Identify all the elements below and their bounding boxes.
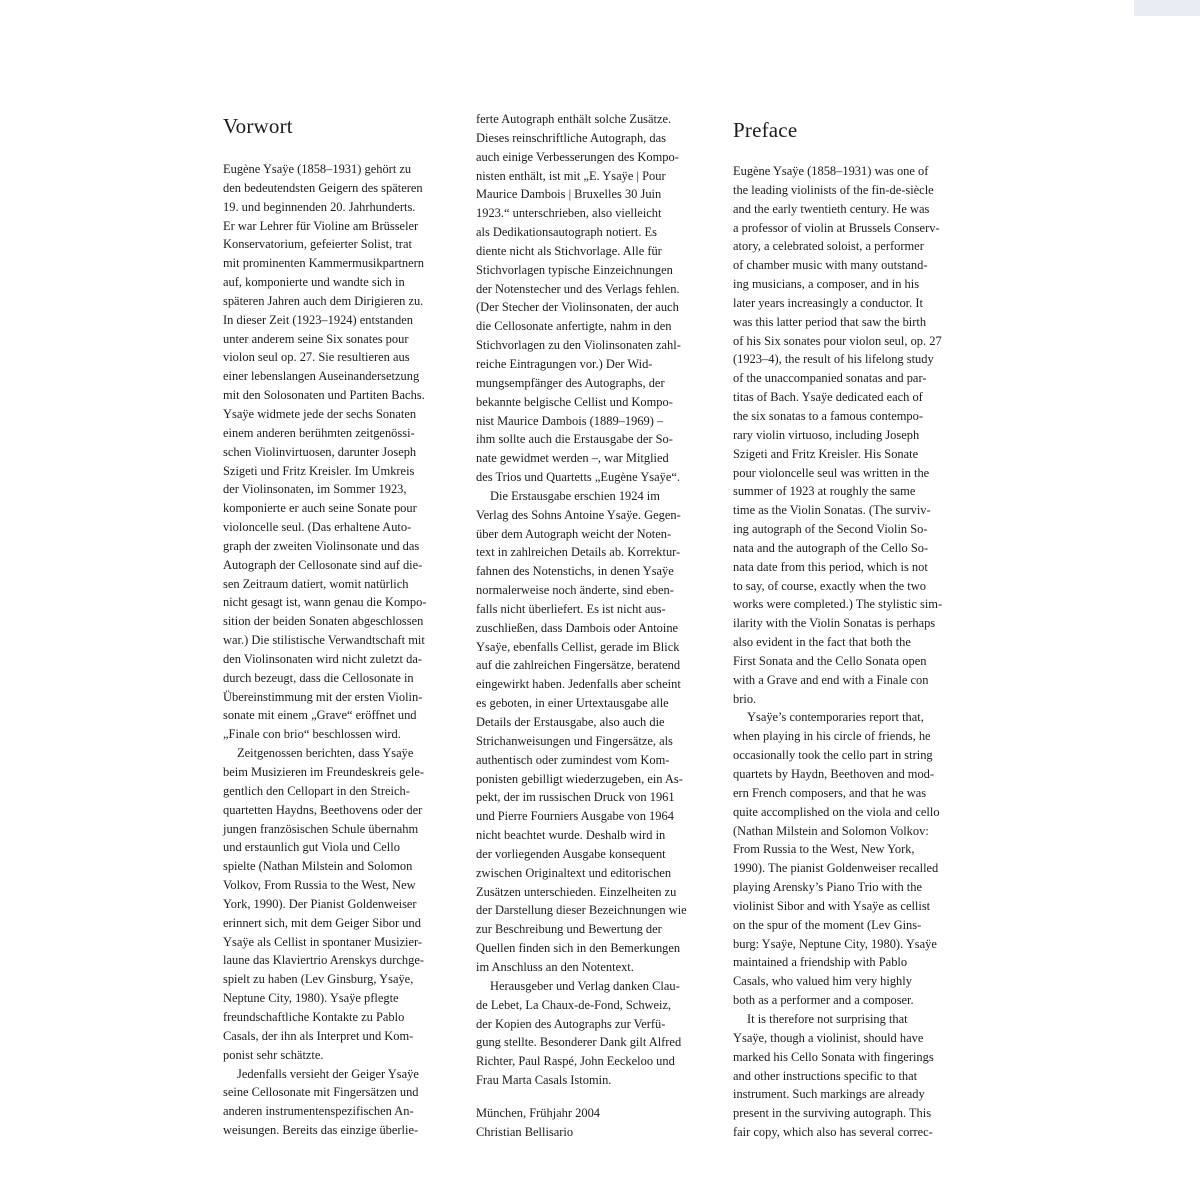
text-line: fahnen des Notenstichs, in denen Ysaÿe	[476, 564, 674, 579]
text-line: sition der beiden Sonaten abgeschlossen	[223, 614, 424, 629]
text-line: im Anschluss an den Notentext.	[476, 959, 634, 974]
text-line: nist Maurice Dambois (1889–1969) –	[476, 413, 664, 428]
text-line: nate gewidmet werden –, war Mitglied	[476, 451, 669, 466]
text-line: burg: Ysaÿe, Neptune City, 1980). Ysaÿe	[733, 936, 937, 951]
text-line: ponist sehr schätzte.	[223, 1047, 324, 1062]
text-line: der Darstellung dieser Bezeichnungen wie	[476, 903, 687, 918]
text-line: quartetten Haydns, Beethovens oder der	[223, 802, 423, 817]
text-line: of chamber music with many outstand-	[733, 258, 928, 273]
text-line: Er war Lehrer für Violine am Brüsseler	[223, 218, 419, 233]
text-line: It is therefore not surprising that	[747, 1011, 908, 1026]
text-line: text in zahlreichen Details ab. Korrektur-	[476, 545, 681, 560]
text-line: unter anderem seine Six sonates pour	[223, 331, 409, 346]
preface-heading: Preface	[733, 118, 798, 142]
text-line: playing Arensky’s Piano Trio with the	[733, 880, 922, 895]
text-line: authentisch oder zumindest vom Kom-	[476, 752, 670, 767]
text-line: Verlag des Sohns Antoine Ysaÿe. Gegen-	[476, 507, 681, 522]
text-line: ing musicians, a composer, and in his	[733, 277, 920, 292]
text-line: Stichvorlagen zu den Violinsonaten zahl-	[476, 338, 681, 353]
preface-text	[733, 162, 979, 1142]
text-line: Casals, der ihn als Interpret und Kom-	[223, 1028, 414, 1043]
text-line: (Der Stecher der Violinsonaten, der auch	[476, 300, 679, 315]
text-line: of the unaccompanied sonatas and par-	[733, 371, 927, 386]
text-line: From Russia to the West, New York,	[733, 842, 915, 857]
text-line: ilarity with the Violin Sonatas is perhaps	[733, 616, 936, 631]
text-line: spielte (Nathan Milstein and Solomon	[223, 859, 413, 874]
text-line: zur Beschreibung und Bewertung der	[476, 922, 662, 937]
text-line: Eugène Ysaÿe (1858–1931) gehört zu	[223, 162, 412, 176]
text-line: nata and the autograph of the Cello So-	[733, 540, 929, 555]
text-line: Casals, who valued him very highly	[733, 974, 912, 989]
text-line: über dem Autograph weicht der Noten-	[476, 526, 672, 541]
text-line: erinnert sich, mit dem Geiger Sibor und	[223, 915, 421, 930]
text-line: durch bezeugt, dass die Cellosonate in	[223, 670, 414, 685]
text-line: York, 1990). Der Pianist Goldenweiser	[223, 896, 417, 911]
text-line: summer of 1923 at roughly the same	[733, 484, 916, 499]
text-line: graph der zweiten Violinsonate und das	[223, 538, 420, 553]
text-line: marked his Cello Sonata with fingerings	[733, 1049, 934, 1064]
text-line: violon seul op. 27. Sie resultieren aus	[223, 350, 410, 365]
text-line: was this latter period that saw the birth	[733, 314, 927, 329]
signature-author: Christian Bellisario	[476, 1124, 574, 1139]
text-line: sonate mit einem „Grave“ eröffnet und	[223, 708, 417, 723]
text-line: einer lebenslangen Auseinandersetzung	[223, 369, 420, 384]
text-line: nata date from this period, which is not	[733, 559, 928, 574]
text-line: fair copy, which also has several correc-	[733, 1125, 933, 1140]
text-line: titas of Bach. Ysaÿe dedicated each of	[733, 390, 923, 405]
text-line: auch einige Verbesserungen des Kompo-	[476, 149, 679, 164]
text-line: und erstaunlich gut Viola und Cello	[223, 840, 400, 855]
text-line: Maurice Dambois | Bruxelles 30 Juin	[476, 187, 662, 202]
text-line: rary violin virtuoso, including Joseph	[733, 427, 920, 442]
text-line: Details der Erstausgabe, also auch die	[476, 715, 665, 729]
text-line: schen Violinvirtuosen, darunter Joseph	[223, 444, 417, 459]
text-line: nicht gesagt ist, wann genau die Kompo-	[223, 595, 427, 610]
text-line: First Sonata and the Cello Sonata open	[733, 653, 927, 668]
text-line: 1923.“ unterschrieben, also vielleicht	[476, 206, 662, 221]
text-line: ing autograph of the Second Violin So-	[733, 522, 928, 537]
text-line: mit den Solosonaten und Partiten Bachs.	[223, 388, 425, 403]
text-line: Strichanweisungen und Fingersätze, als	[476, 733, 673, 748]
text-line: Neptune City, 1980). Ysaÿe pflegte	[223, 991, 399, 1006]
text-line: komponierte er auch seine Sonate pour	[223, 501, 417, 516]
text-line: auf die zahlreichen Fingersätze, beratend	[476, 658, 681, 673]
text-line: violinist Sibor and with Ysaÿe as cellist	[733, 898, 931, 913]
text-line: Dieses reinschriftliche Autograph, das	[476, 130, 666, 145]
text-line: der vorliegenden Ausgabe konsequent	[476, 846, 666, 861]
vorwort-heading: Vorwort	[223, 114, 293, 138]
text-line: Volkov, From Russia to the West, New	[223, 878, 416, 893]
text-line: maintained a friendship with Pablo	[733, 955, 908, 970]
text-line: es geboten, in einer Urtextausgabe alle	[476, 696, 669, 711]
text-line: quite accomplished on the viola and cello	[733, 804, 940, 819]
text-line: brio.	[733, 691, 757, 706]
vorwort-continued-text	[476, 110, 722, 1142]
text-line: 19. und beginnenden 20. Jahrhunderts.	[223, 199, 416, 214]
text-line: anderen instrumentenspezifischen An-	[223, 1104, 414, 1119]
text-line: späteren Jahren auch dem Dirigieren zu.	[223, 293, 424, 308]
text-line: Frau Marta Casals Istomin.	[476, 1073, 612, 1088]
text-line: Zusätzen unterschieden. Einzelheiten zu	[476, 884, 677, 899]
text-line: zuschließen, dass Dambois oder Antoine	[476, 620, 679, 635]
text-line: freundschaftliche Kontakte zu Pablo	[223, 1009, 405, 1024]
text-line: Herausgeber und Verlag danken Clau-	[490, 978, 680, 993]
text-line: nicht beachtet wurde. Deshalb wird in	[476, 828, 666, 843]
text-line: later years increasingly a conductor. It	[733, 295, 923, 310]
text-line: Szigeti and Fritz Kreisler. His Sonate	[733, 446, 919, 461]
text-line: falls nicht überliefert. Es ist nicht aus-	[476, 601, 666, 616]
text-line: Ysaÿe als Cellist in spontaner Musizier-	[223, 934, 423, 949]
text-line: Die Erstausgabe erschien 1924 im	[490, 488, 660, 503]
text-line: and other instructions specific to that	[733, 1068, 918, 1083]
text-line: Ysaÿe’s contemporaries report that,	[747, 710, 924, 725]
text-line: of his Six sonates pour violon seul, op. 27	[733, 333, 942, 348]
text-line: des Trios und Quartetts „Eugène Ysaÿe“.	[476, 470, 681, 485]
text-line: beim Musizieren im Freundeskreis gele-	[223, 765, 425, 779]
signature-place-date: München, Frühjahr 2004	[476, 1105, 601, 1120]
text-line: Eugène Ysaÿe (1858–1931) was one of	[733, 164, 929, 178]
text-line: spielt zu haben (Lev Ginsburg, Ysaÿe,	[223, 972, 414, 987]
text-line: den bedeutendsten Geigern des späteren	[223, 180, 423, 195]
text-line: Ysaÿe widmete jede der sechs Sonaten	[223, 406, 417, 421]
text-line: both as a performer and a composer.	[733, 993, 914, 1008]
text-line: pour violoncelle seul was written in the	[733, 465, 930, 480]
text-line: present in the surviving autograph. This	[733, 1106, 932, 1121]
text-line: laune das Klaviertrio Arenskys durchge-	[223, 953, 425, 968]
text-line: den Violinsonaten wird nicht zuletzt da-	[223, 651, 423, 666]
text-line: reiche Eintragungen vor.) Der Wid-	[476, 356, 653, 371]
text-line: pekt, der im russischen Druck von 1961	[476, 790, 675, 805]
text-line: In dieser Zeit (1923–1924) entstanden	[223, 312, 413, 327]
vorwort-continued-column	[476, 110, 722, 1142]
text-line: mit prominenten Kammermusikpartnern	[223, 256, 425, 271]
text-line: nisten enthält, ist mit „E. Ysaÿe | Pour	[476, 168, 666, 183]
text-line: and the early twentieth century. He was	[733, 201, 930, 216]
text-line: (Nathan Milstein and Solomon Volkov:	[733, 823, 929, 838]
text-line: to say, of course, exactly when the two	[733, 578, 926, 593]
text-line: Richter, Paul Raspé, John Eeckeloo und	[476, 1054, 675, 1069]
text-line: Jedenfalls versieht der Geiger Ysaÿe	[237, 1066, 419, 1081]
text-line: einem anderen berühmten zeitgenössi-	[223, 425, 415, 440]
text-line: ern French composers, and that he was	[733, 785, 927, 800]
corner-mark	[1134, 0, 1200, 16]
text-line: mungsempfänger des Autographs, der	[476, 375, 665, 390]
text-line: bekannte belgische Cellist und Kompo-	[476, 394, 673, 409]
text-line: (1923–4), the result of his lifelong study	[733, 352, 934, 367]
vorwort-text	[223, 160, 469, 1140]
vorwort-column	[223, 110, 469, 1140]
text-line: diente nicht als Stichvorlage. Alle für	[476, 243, 662, 258]
text-line: der Violinsonaten, im Sommer 1923,	[223, 482, 407, 497]
text-line: Ysaÿe, though a violinist, should have	[733, 1030, 924, 1045]
text-line: when playing in his circle of friends, he	[733, 729, 931, 744]
text-line: a professor of violin at Brussels Conserv-	[733, 220, 940, 235]
text-line: ferte Autograph enthält solche Zusätze.	[476, 112, 672, 126]
text-line: „Finale con brio“ beschlossen wird.	[223, 727, 401, 742]
text-line: normalerweise noch änderte, sind eben-	[476, 583, 674, 598]
text-line: the leading violinists of the fin-de-siècle	[733, 182, 934, 197]
text-line: seine Cellosonate mit Fingersätzen und	[223, 1085, 419, 1100]
text-line: gentlich den Cellopart in den Streich-	[223, 783, 410, 798]
text-line: eingewirkt haben. Jedenfalls aber scheint	[476, 677, 681, 692]
text-line: on the spur of the moment (Lev Gins-	[733, 917, 922, 932]
text-line: quartets by Haydn, Beethoven and mod-	[733, 767, 935, 781]
text-line: instrument. Such markings are already	[733, 1087, 925, 1102]
text-line: zwischen Originaltext und editorischen	[476, 865, 672, 880]
text-line: der Notenstecher und des Verlags fehlen.	[476, 281, 680, 296]
text-line: Ysaÿe, ebenfalls Cellist, gerade im Blick	[476, 639, 680, 654]
text-line: Stichvorlagen typische Einzeichnungen	[476, 262, 673, 277]
text-line: Quellen finden sich in den Bemerkungen	[476, 941, 681, 956]
preface-column	[733, 110, 979, 1142]
text-line: war.) Die stilistische Verwandtschaft mit	[223, 633, 425, 648]
text-line: violoncelle seul. (Das erhaltene Auto-	[223, 520, 412, 535]
text-line: atory, a celebrated soloist, a performer	[733, 239, 924, 254]
text-line: occasionally took the cello part in string	[733, 748, 933, 763]
text-line: der Kopien des Autographs zur Verfü-	[476, 1016, 666, 1031]
text-line: also evident in the fact that both the	[733, 635, 911, 650]
text-line: the six sonatas to a famous contempo-	[733, 408, 923, 423]
text-line: jungen französischen Schule übernahm	[223, 821, 419, 836]
text-line: with a Grave and end with a Finale con	[733, 672, 929, 687]
text-line: weisungen. Bereits das einzige überlie-	[223, 1123, 419, 1138]
text-line: die Cellosonate anfertigte, nahm in den	[476, 319, 672, 334]
text-line: Zeitgenossen berichten, dass Ysaÿe	[237, 746, 414, 761]
text-line: gung stellte. Besonderer Dank gilt Alfred	[476, 1035, 682, 1050]
text-line: 1990). The pianist Goldenweiser recalled	[733, 861, 939, 876]
text-line: Autograph der Cellosonate sind auf die-	[223, 557, 423, 572]
text-line: Übereinstimmung mit der ersten Violin-	[223, 689, 423, 704]
text-line: Szigeti und Fritz Kreisler. Im Umkreis	[223, 463, 415, 478]
text-line: ihm sollte auch die Erstausgabe der So-	[476, 432, 673, 447]
text-line: de Lebet, La Chaux-de-Fond, Schweiz,	[476, 997, 672, 1012]
text-line: auf, komponierte und wandte sich in	[223, 275, 405, 290]
text-line: sen Zeitraum datiert, womit natürlich	[223, 576, 409, 591]
text-line: und Pierre Fourniers Ausgabe von 1964	[476, 809, 674, 824]
text-line: ponisten gebilligt wiederzugeben, ein As-	[476, 771, 683, 786]
text-line: als Dedikationsautograph notiert. Es	[476, 225, 657, 240]
text-line: Konservatorium, gefeierter Solist, trat	[223, 237, 412, 252]
text-line: works were completed.) The stylistic sim-	[733, 597, 943, 612]
text-line: time as the Violin Sonatas. (The surviv-	[733, 503, 931, 518]
